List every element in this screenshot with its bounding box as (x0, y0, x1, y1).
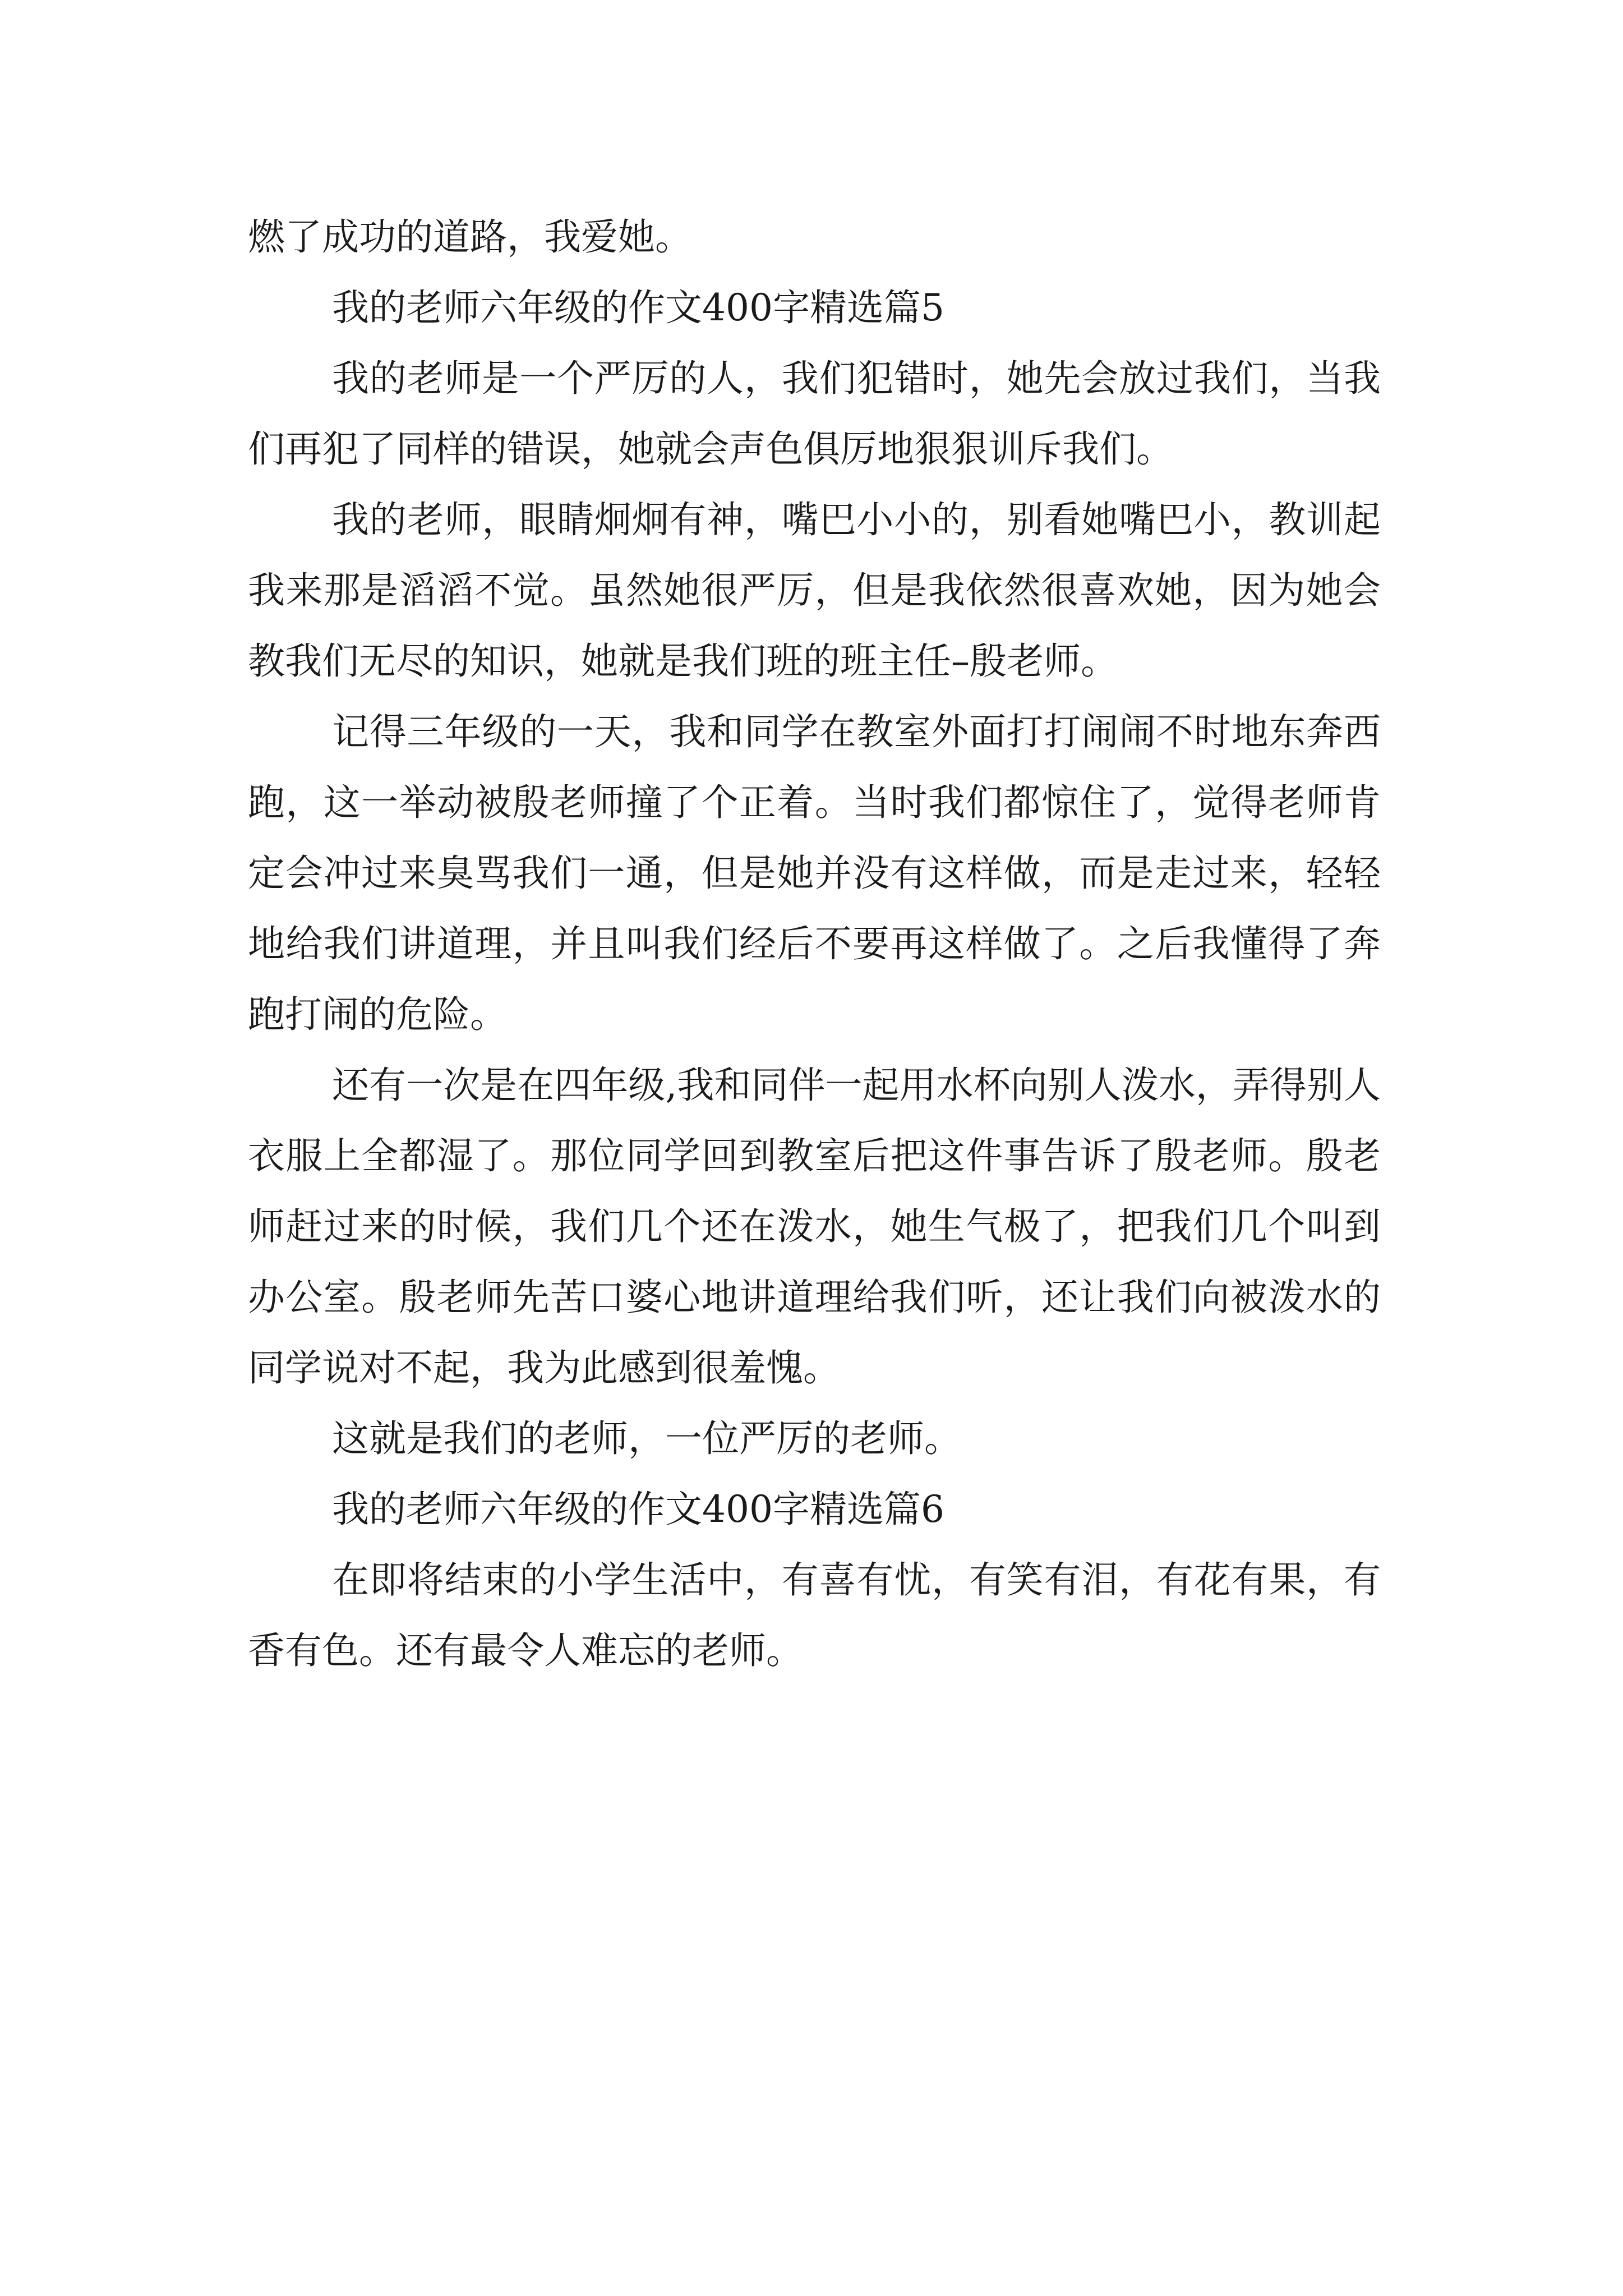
section-heading: 我的老师六年级的作文400字精选篇6 (332, 1488, 944, 1531)
document-page (248, 202, 1381, 1686)
paragraph: 这就是我们的老师，一位严厉的老师。 (332, 1417, 961, 1460)
paragraph: 还有一次是在四年级,我和同伴一起用水杯向别人泼水，弄得别人衣服上全都湿了。那位同学回到教室后把这件事告诉了殷老师。殷老师赶过来的时候，我们几个还在泼水，她生气极了，把我们几个叫到办公室。殷老师先苦口婆心地讲道理给我们听，还让我们向被泼水的同学说对不起，我为此感到很羞愧。 (248, 1064, 1381, 1389)
paragraph: 在即将结束的小学生活中，有喜有忧，有笑有泪，有花有果，有香有色。还有最令人难忘的老师。 (248, 1558, 1381, 1672)
paragraph: 我的老师，眼睛炯炯有神，嘴巴小小的，别看她嘴巴小，教训起我来那是滔滔不觉。虽然她很严厉，但是我依然很喜欢她，因为她会教我们无尽的知识，她就是我们班的班主任–殷老师。 (248, 498, 1381, 683)
section-heading: 我的老师六年级的作文400字精选篇5 (332, 286, 944, 329)
paragraph: 我的老师是一个严厉的人，我们犯错时，她先会放过我们，当我们再犯了同样的错误，她就会声色俱厉地狠狠训斥我们。 (248, 357, 1381, 471)
paragraph-continuation: 燃了成功的道路，我爱她。 (248, 215, 692, 259)
paragraph: 记得三年级的一天，我和同学在教室外面打打闹闹不时地东奔西跑，这一举动被殷老师撞了个正着。当时我们都惊住了，觉得老师肯定会冲过来臭骂我们一通，但是她并没有这样做，而是走过来，轻轻地给我们讲道理，并且叫我们经后不要再这样做了。之后我懂得了奔跑打闹的危险。 (248, 710, 1381, 1036)
